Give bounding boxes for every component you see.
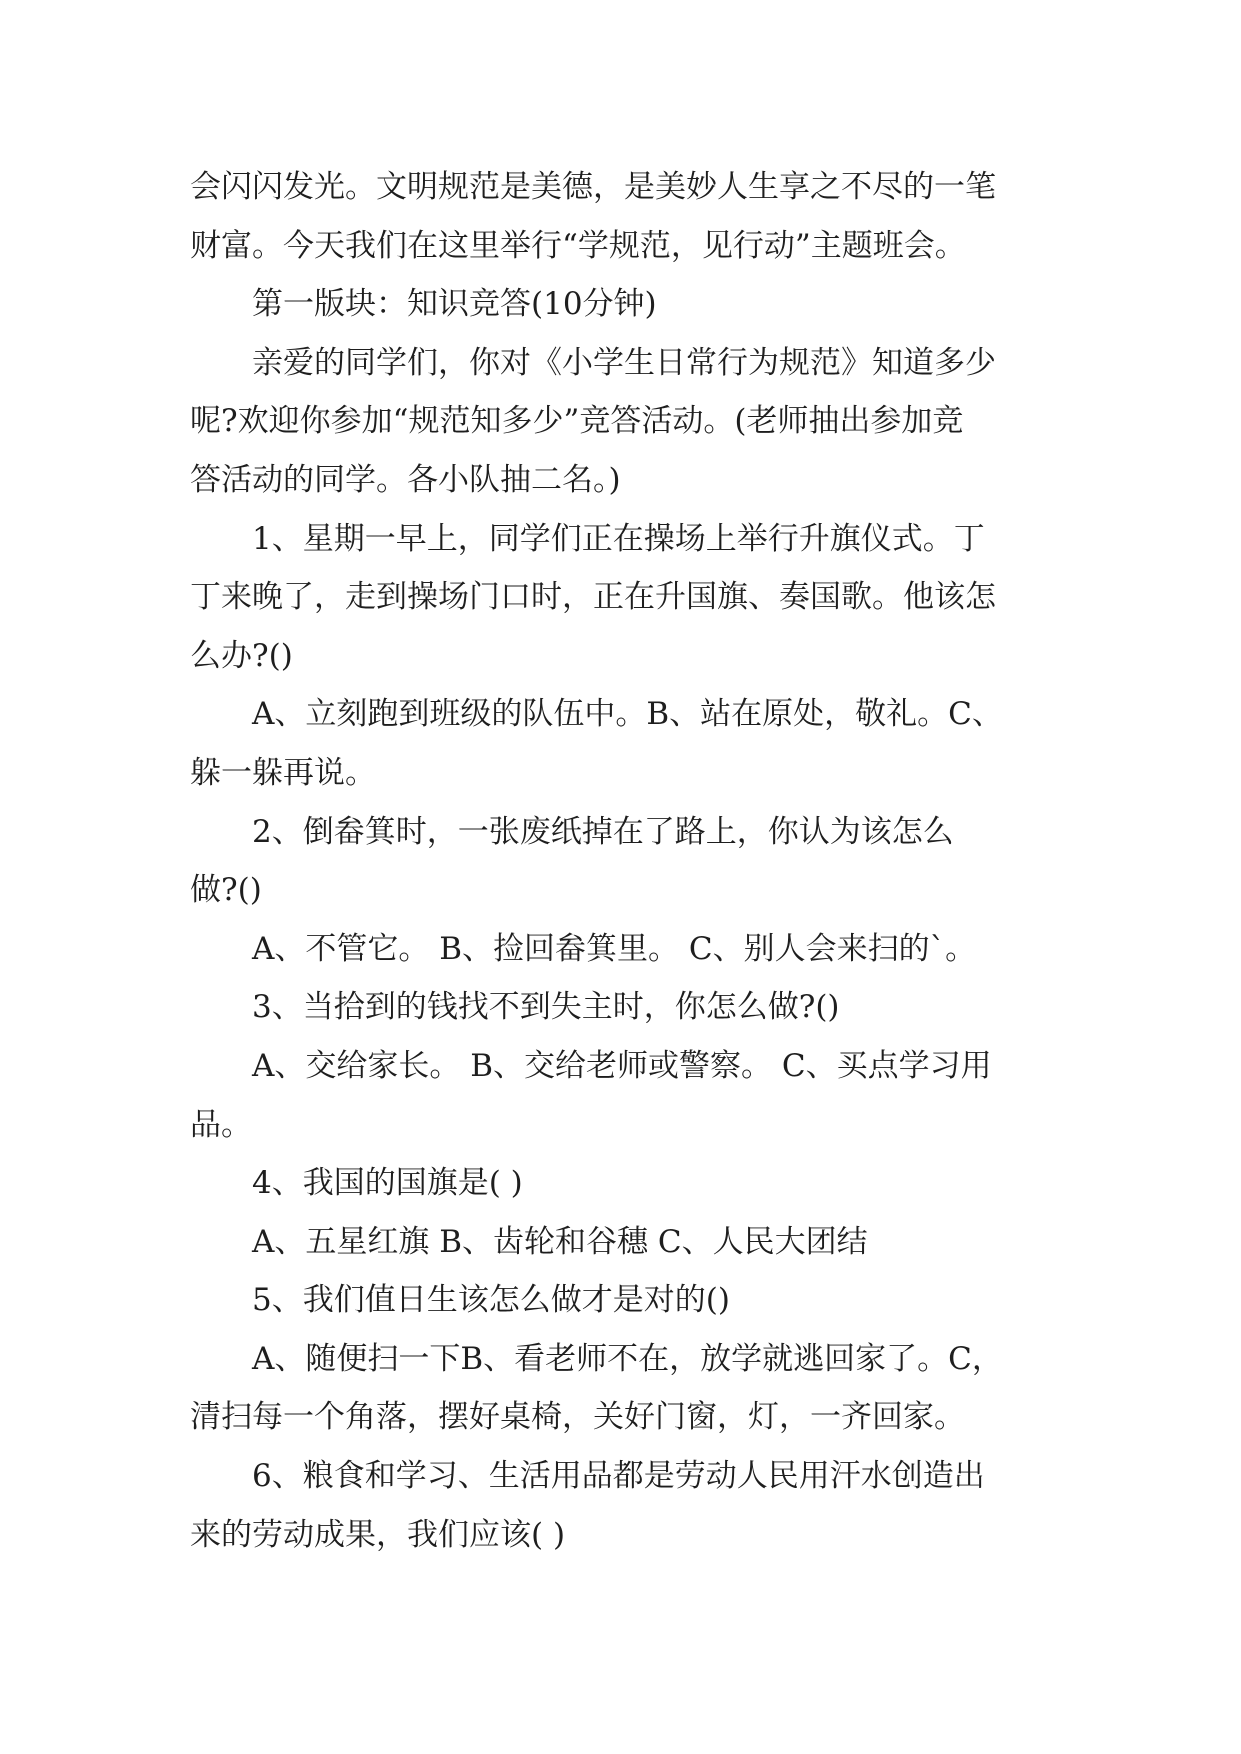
text-line: 会闪闪发光。文明规范是美德，是美妙人生享之不尽的一笔 — [190, 169, 996, 205]
text-line: 4、我国的国旗是( ) — [252, 1165, 523, 1202]
text-line: 丁来晚了，走到操场门口时，正在升国旗、奏国歌。他该怎 — [190, 579, 996, 616]
text-line: 么办?() — [190, 637, 293, 674]
paragraph — [190, 978, 1070, 1037]
paragraph — [190, 920, 1070, 979]
text-line: 躲一躲再说。 — [190, 754, 376, 791]
paragraph — [190, 1330, 1070, 1447]
text-line: 3、当拾到的钱找不到失主时，你怎么做?() — [252, 989, 840, 1026]
text-line: 第一版块：知识竞答(10分钟) — [252, 286, 657, 323]
paragraph — [190, 1213, 1070, 1272]
text-line: A、五星红旗 B、齿轮和谷穗 C、人民大团结 — [252, 1223, 868, 1260]
text-line: A、交给家长。 B、交给老师或警察。 C、买点学习用 — [252, 1047, 992, 1084]
paragraph — [190, 510, 1070, 686]
paragraph — [190, 803, 1070, 920]
text-line: 财富。今天我们在这里举行“学规范，见行动”主题班会。 — [190, 227, 966, 264]
text-line: 5、我们值日生该怎么做才是对的() — [252, 1282, 730, 1319]
text-line: A、随便扫一下B、看老师不在，放学就逃回家了。C， — [252, 1340, 1003, 1377]
text-line: A、不管它。 B、捡回畚箕里。 C、别人会来扫的`。 — [252, 930, 977, 967]
text-line: 做?() — [190, 872, 262, 909]
text-line: 呢?欢迎你参加“规范知多少”竞答活动。(老师抽出参加竞 — [190, 403, 964, 440]
paragraph — [190, 685, 1070, 802]
paragraph — [190, 1154, 1070, 1213]
paragraph — [190, 158, 1070, 275]
paragraph — [190, 275, 1070, 334]
paragraph — [190, 1271, 1070, 1330]
paragraph — [190, 1037, 1070, 1154]
text-line: 来的劳动成果，我们应该( ) — [190, 1516, 566, 1553]
text-line: 2、倒畚箕时，一张废纸掉在了路上，你认为该怎么 — [252, 813, 954, 850]
document-body — [190, 158, 1070, 1564]
text-line: 清扫每一个角落，摆好桌椅，关好门窗，灯，一齐回家。 — [190, 1399, 965, 1436]
text-line: 6、粮食和学习、生活用品都是劳动人民用汗水创造出 — [252, 1458, 985, 1495]
text-line: 答活动的同学。各小队抽二名。) — [190, 461, 621, 498]
text-line: 品。 — [190, 1106, 252, 1143]
text-line: A、立刻跑到班级的队伍中。B、站在原处，敬礼。C、 — [252, 696, 1003, 733]
text-line: 亲爱的同学们，你对《小学生日常行为规范》知道多少 — [252, 344, 996, 381]
paragraph — [190, 1447, 1070, 1564]
paragraph — [190, 334, 1070, 510]
text-line: 1、星期一早上，同学们正在操场上举行升旗仪式。丁 — [252, 520, 985, 557]
